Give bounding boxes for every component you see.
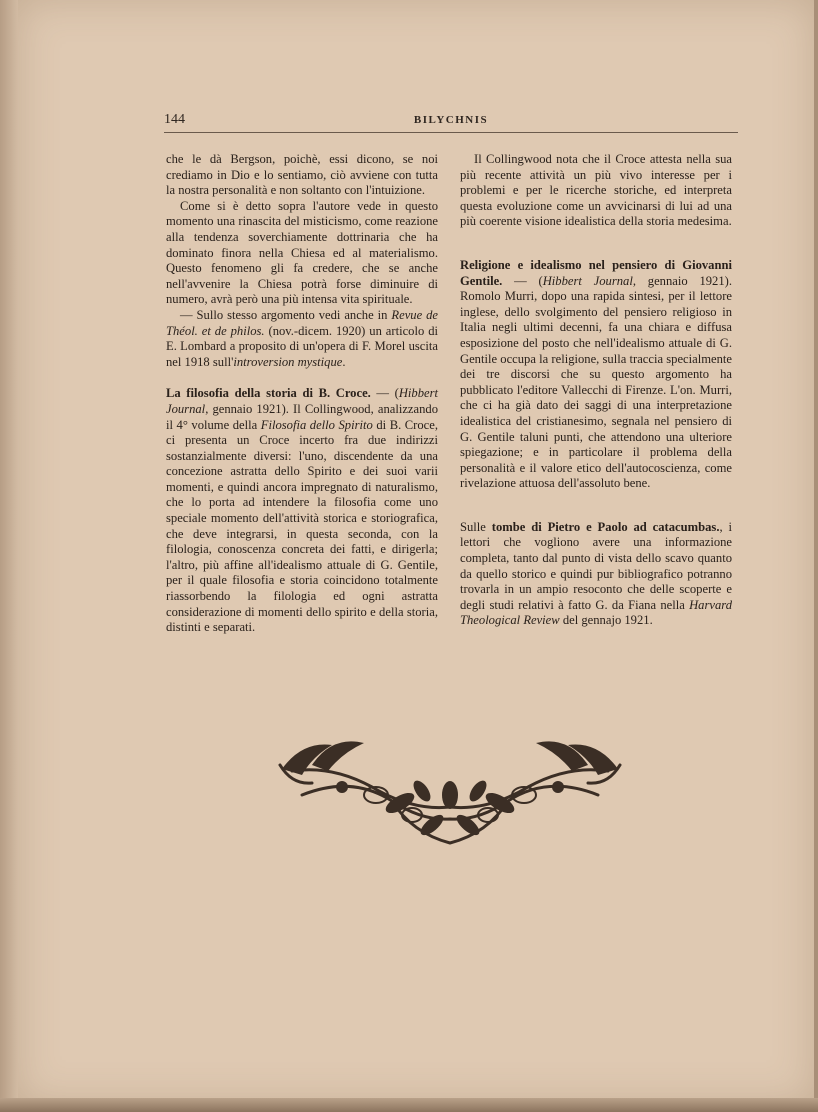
journal-title: Hibbert Journal — [542, 273, 633, 288]
page-number: 144 — [164, 112, 185, 127]
text-run: (nov.-dicem. 1920) un articolo di E. Lombard a proposito di un'opera di F. Morel uscita nel 1918 sull' — [166, 323, 438, 369]
paragraph: Come si è detto sopra l'autore vede in questo momento una rinascita del misticismo, come reazione alla tendenza soverchiamente dottrinaria che ha dominato finora nella Chiesa ed al materialismo. Questo fenomeno gli fa credere, che se anche nell'avvenire la Chiesa potrà forse diminuire di numero, avrà però una più intensa vita spirituale. — [166, 198, 438, 307]
paragraph — [166, 308, 438, 370]
review-entry — [166, 386, 438, 636]
journal-title: Harvard Theological Review — [460, 597, 732, 628]
running-title: BILYCHNIS — [413, 114, 489, 126]
left-column — [166, 152, 438, 636]
work-title: introversion mystique — [233, 354, 343, 369]
text-run: — ( — [502, 273, 543, 288]
journal-title: Revue de Théol. et de philos. — [166, 307, 439, 338]
page-bottom-edge — [0, 1098, 818, 1112]
text-run: Sulle — [460, 519, 492, 534]
text-run: di B. Croce, ci presenta un Croce incerto fra due indirizzi sostanzialmente diversi: l'uno, discendente da una concezione astratta dello Spirito e dei suoi varii momenti, e quindi ancora impregnato di naturalismo, che lo porta ad intendere la filosofia come uno speciale momento dell'attività storica e storiografica, che deve integrarsi, in questa seconda, con la filologia, conoscenza concreta dei fatti, e dirigerla; l'altro, più affine all'idealismo attuale di G. Gentile, per il quale filosofia e storia coincidono totalmente riassorbendo la filologia ed ogni astratta considerazione di momenti dello spirito e della storia, distinti e separati. — [166, 417, 439, 635]
paragraph: Il Collingwood nota che il Croce attesta nella sua più recente attività un più vivo interesse per i problemi e per le ricerche storiche, ed interpreta questa evoluzione come un avvicinarsi di lui ad una più coerente visione idealistica della storia medesima. — [460, 152, 732, 229]
text-run: , i lettori che vogliono avere una informazione completa, tanto dal punto di vista dello scavo quanto da quello storico e quindi pur bibliografico potranno trovarla in un ampio resoconto che delle scoperte e degli studi relativi à fatto G. da Fiana nella — [460, 519, 733, 612]
text-run: , gennaio 1921). Il Collingwood, analizzando il 4° volume della — [166, 401, 438, 432]
text-run: , gennaio 1921). Romolo Murri, dopo una rapida sintesi, per il lettore inglese, dello svolgimento del pensiero religioso in Italia negli ultimi decenni, fa una chiara e diffusa esposizione del posto che nell'idealismo attuale di G. Gentile occupa la religione, sulla traccia specialmente dei tre discorsi che su questo argomento ha pubblicato l'editore Vallecchi di Firenze. L'on. Murri, che ci ha già dato dei saggi di una interpretazione idealistica del cristianesimo, segnala nel pensiero di G. Gentile taluni punti, che attendono una ulteriore spiegazione; e in particolare il problema della personalità e il valore etico dell'autocoscienza, come rivelazione attuosa dell'assoluto bene. — [460, 273, 732, 491]
paragraph: che le dà Bergson, poichè, essi dicono, se noi crediamo in Dio e lo sentiamo, ciò avviene con tutta la nostra personalità e non soltanto con l'intuizione. — [166, 152, 438, 198]
text-run: — Sullo stesso argomento vedi anche in — [180, 307, 392, 322]
text-run: del gennajo 1921. — [559, 613, 653, 628]
review-heading: Religione e idealismo nel pensiero di Giovanni Gentile. — [460, 257, 732, 288]
review-heading: La filosofia della storia di B. Croce. — [166, 386, 371, 401]
review-entry — [460, 258, 732, 492]
work-title: Filosofia dello Spirito — [260, 417, 373, 432]
text-run: — ( — [370, 386, 399, 401]
floral-ornament-icon — [272, 735, 628, 855]
right-column — [460, 152, 732, 629]
page-header — [164, 112, 738, 133]
text-run: . — [342, 354, 346, 369]
journal-title: Hibbert Journal — [166, 386, 438, 416]
review-entry — [460, 520, 732, 629]
review-heading: tombe di Pietro e Paolo ad catacumbas. — [491, 519, 720, 534]
